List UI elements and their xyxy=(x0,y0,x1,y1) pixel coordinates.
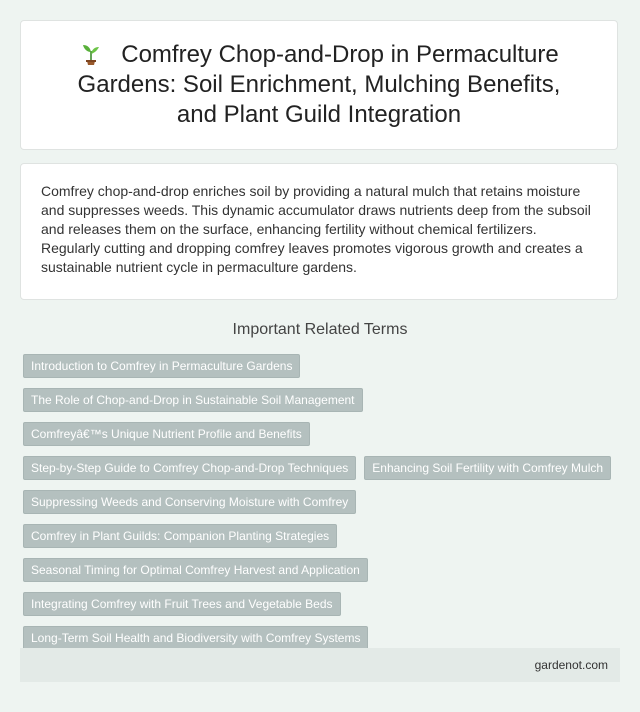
related-term-tag[interactable]: Seasonal Timing for Optimal Comfrey Harvest and Application xyxy=(23,558,368,582)
related-term-tag[interactable]: The Role of Chop-and-Drop in Sustainable Soil Management xyxy=(23,388,363,412)
related-term-tag[interactable]: Comfreyâ€™s Unique Nutrient Profile and Benefits xyxy=(23,422,310,446)
footer-site-link[interactable]: gardenot.com xyxy=(534,658,608,672)
related-term-tag[interactable]: Step-by-Step Guide to Comfrey Chop-and-Drop Techniques xyxy=(23,456,356,480)
title-card xyxy=(20,20,618,150)
related-terms-list xyxy=(23,354,623,650)
related-terms-heading: Important Related Terms xyxy=(232,321,408,338)
sprout-icon xyxy=(79,41,103,65)
related-term-tag[interactable]: Introduction to Comfrey in Permaculture Gardens xyxy=(23,354,300,378)
footer xyxy=(20,648,620,682)
page-title-text: Comfrey Chop-and-Drop in Permaculture Gardens: Soil Enrichment, Mulching Benefits, and Plant Guild Integration xyxy=(77,41,561,128)
page-title xyxy=(21,40,617,130)
related-term-tag[interactable]: Comfrey in Plant Guilds: Companion Planting Strategies xyxy=(23,524,337,548)
related-term-tag[interactable]: Suppressing Weeds and Conserving Moisture with Comfrey xyxy=(23,490,356,514)
related-term-tag[interactable]: Long-Term Soil Health and Biodiversity with Comfrey Systems xyxy=(23,626,368,650)
related-term-tag[interactable]: Enhancing Soil Fertility with Comfrey Mulch xyxy=(364,456,611,480)
summary-card xyxy=(20,163,618,300)
summary-text: Comfrey chop-and-drop enriches soil by providing a natural mulch that retains moisture and suppresses weeds. This dynamic accumulator draws nutrients deep from the subsoil and releases them on the surface, enhancing fertility without chemical fertilizers. Regularly cutting and dropping comfrey leaves promotes vigorous growth and creates a sustainable nutrient cycle in permaculture gardens. xyxy=(41,183,591,275)
related-term-tag[interactable]: Integrating Comfrey with Fruit Trees and Vegetable Beds xyxy=(23,592,341,616)
